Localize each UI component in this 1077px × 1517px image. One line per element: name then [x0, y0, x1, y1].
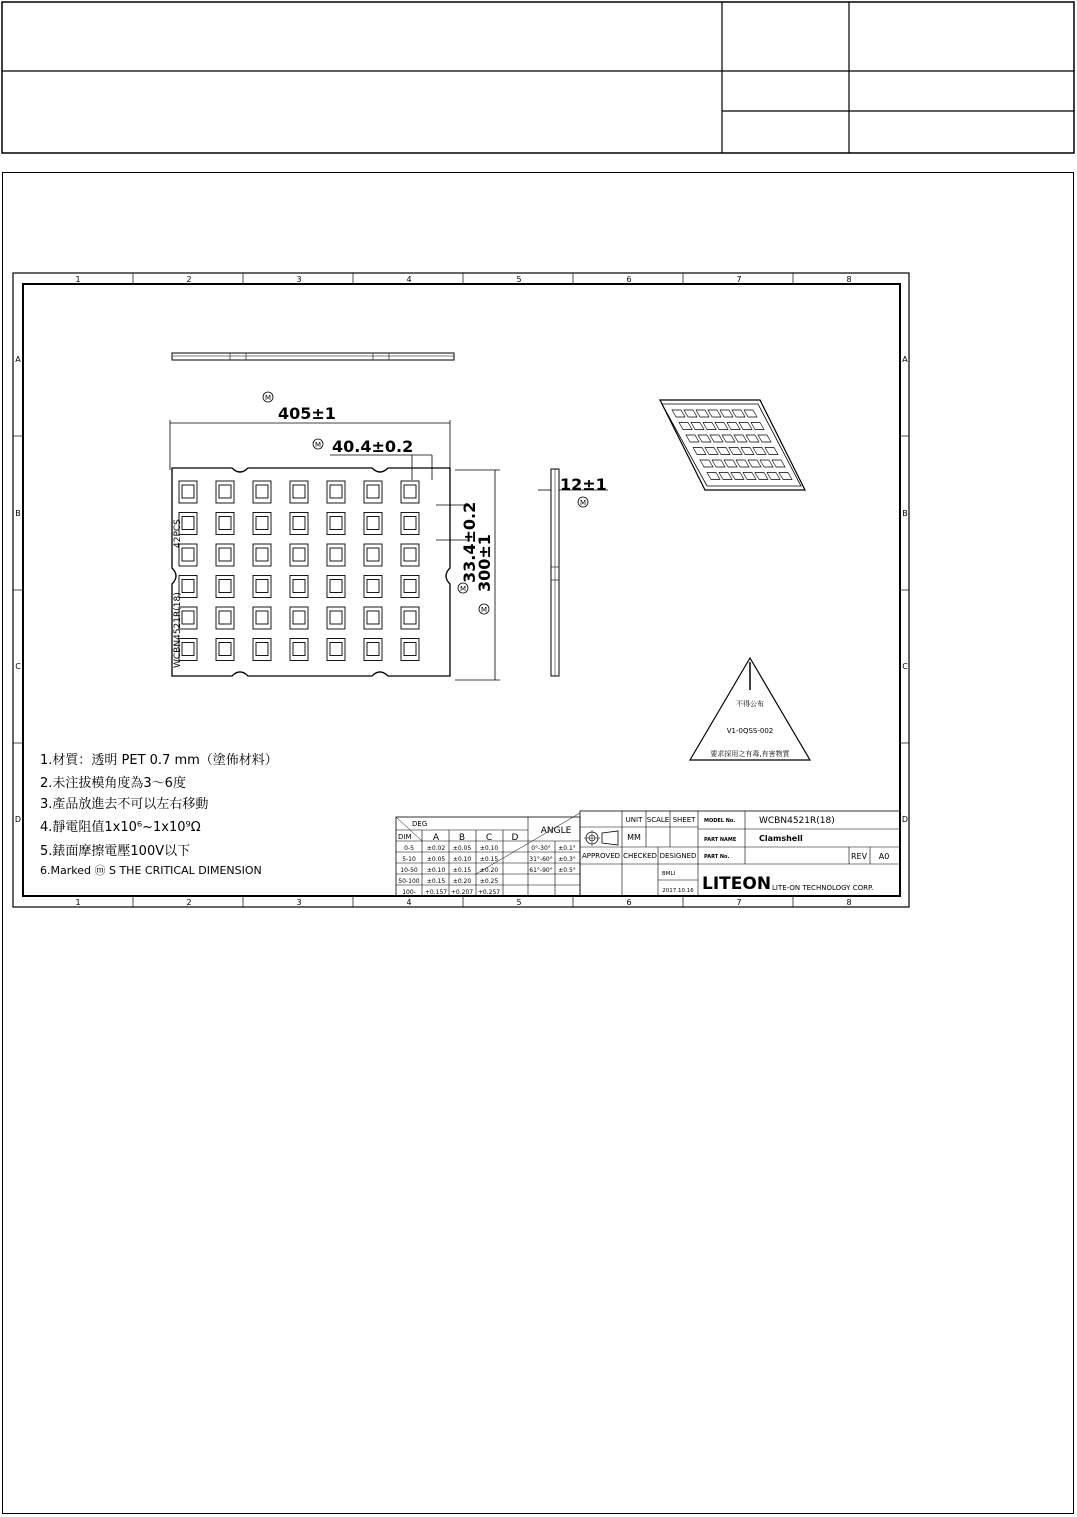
grid-col-label-bottom: 8: [846, 898, 852, 907]
iso-pocket: [743, 473, 756, 480]
tray-pocket: [253, 544, 271, 566]
tolerance-cell-atol: ±0.1°: [558, 845, 576, 852]
iso-pocket: [753, 448, 766, 455]
tolerance-header-c: C: [485, 833, 493, 843]
dimension-width: 405±1: [278, 404, 336, 423]
tolerance-header-d: D: [511, 833, 519, 843]
tray-plan-view: [172, 468, 450, 676]
tray-pocket: [327, 607, 345, 629]
tolerance-cell-range: 10-50: [400, 867, 418, 874]
dimension-height: 300±1: [475, 534, 494, 592]
tray-pocket: [216, 576, 234, 598]
design-date: 2017.10.16: [662, 888, 694, 894]
iso-pocket: [720, 410, 733, 417]
tolerance-cell-atol: ±0.5°: [558, 867, 576, 874]
tray-pocket: [327, 576, 345, 598]
tolerance-cell-b: ±0.15: [452, 867, 472, 874]
title-block: [580, 811, 900, 896]
tray-pocket: [290, 607, 308, 629]
tolerance-corner-bottom: DIM: [398, 833, 412, 841]
note-1: 1.材質：透明 PET 0.7 mm（塗佈材料）: [40, 753, 278, 768]
tolerance-cell-range: 5-10: [402, 856, 416, 863]
tray-pocket: [216, 481, 234, 503]
iso-pocket: [744, 410, 757, 417]
tray-pocket: [216, 607, 234, 629]
critical-mark-height: [479, 604, 489, 614]
iso-pocket: [715, 423, 728, 430]
rev-label: REV: [850, 852, 868, 861]
iso-pocket: [679, 423, 692, 430]
tray-pocket: [364, 639, 382, 661]
grid-col-label-top: 7: [736, 275, 742, 284]
dimension-thickness: 12±1: [560, 475, 607, 494]
iso-pocket: [700, 460, 713, 467]
note-2: 2.未注拔模角度為3～6度: [40, 776, 186, 791]
tray-model-marking: WCBN4521R(18): [173, 592, 183, 668]
grid-col-label-top: 5: [516, 275, 522, 284]
grid-row-label-left: D: [14, 815, 22, 824]
company-name: LITE-ON TECHNOLOGY CORP.: [772, 884, 874, 892]
svg-text:M: M: [264, 394, 272, 402]
note-5: 5.錶面摩擦電壓100V以下: [40, 844, 191, 859]
tray-pocket: [327, 544, 345, 566]
grid-col-label-top: 4: [406, 275, 412, 284]
iso-pocket: [772, 460, 785, 467]
tray-pocket: [401, 513, 419, 535]
critical-mark-thickness: [578, 497, 588, 507]
unit-value: MM: [627, 833, 641, 842]
tolerance-cell-c: ±0.15: [479, 856, 499, 863]
note-6: 6.Marked ⓜ S THE CRITICAL DIMENSION: [40, 864, 262, 877]
iso-pocket: [686, 435, 699, 442]
grid-row-label-left: C: [15, 662, 21, 671]
svg-text:V1-0QSS-002: V1-0QSS-002: [726, 727, 774, 735]
tolerance-cell-range: 50-100: [398, 878, 420, 885]
iso-pocket: [751, 423, 764, 430]
grid-col-label-bottom: 3: [296, 898, 302, 907]
tolerance-cell-c: ±0.20: [479, 867, 499, 874]
tray-pocket: [327, 513, 345, 535]
tray-pocket: [290, 481, 308, 503]
tolerance-cell-b: +0.207: [450, 889, 474, 896]
svg-text:M: M: [459, 585, 467, 593]
iso-pocket: [710, 435, 723, 442]
part-no-label: PART No.: [704, 854, 730, 860]
tray-pocket: [401, 576, 419, 598]
grid-col-label-bottom: 6: [626, 898, 632, 907]
iso-pocket: [672, 410, 685, 417]
scale-label: SCALE: [646, 816, 670, 824]
tolerance-cell-a: ±0.10: [426, 867, 446, 874]
sheet-label: SHEET: [672, 816, 696, 824]
tolerance-cell-b: ±0.10: [452, 856, 472, 863]
tolerance-cell-b: ±0.05: [452, 845, 472, 852]
tray-pocket: [253, 513, 271, 535]
iso-pocket: [703, 423, 716, 430]
grid-col-label-bottom: 4: [406, 898, 412, 907]
tray-pocket: [290, 544, 308, 566]
designed-label: DESIGNED: [659, 852, 697, 860]
critical-mark-width: [263, 392, 273, 402]
tolerance-cell-angle: 0°-30°: [531, 845, 551, 852]
tray-pocket: [327, 639, 345, 661]
iso-pocket: [765, 448, 778, 455]
iso-pocket: [746, 435, 759, 442]
warning-triangle: [690, 658, 810, 760]
grid-col-label-bottom: 2: [186, 898, 192, 907]
tray-pocket: [364, 513, 382, 535]
model-value: WCBN4521R(18): [759, 816, 835, 826]
tolerance-cell-a: ±0.02: [426, 845, 446, 852]
iso-pocket: [708, 410, 721, 417]
critical-mark-pitch-y: [458, 583, 468, 593]
grid-row-label-left: A: [15, 355, 21, 364]
tolerance-corner-top: DEG: [412, 820, 428, 828]
svg-text:要求採用之有毒,有害物質: 要求採用之有毒,有害物質: [710, 750, 790, 758]
iso-pocket: [748, 460, 761, 467]
iso-pocket: [734, 435, 747, 442]
iso-pocket: [732, 410, 745, 417]
iso-pocket: [717, 448, 730, 455]
tray-pocket: [253, 607, 271, 629]
tray-pocket: [364, 576, 382, 598]
tray-pocket: [253, 576, 271, 598]
iso-pocket: [729, 448, 742, 455]
iso-pocket: [693, 448, 706, 455]
critical-mark-pitch-x: [313, 439, 323, 449]
tray-pocket: [290, 513, 308, 535]
grid-col-label-top: 3: [296, 275, 302, 284]
grid-row-label-right: A: [902, 355, 908, 364]
grid-col-label-top: 8: [846, 275, 852, 284]
tolerance-cell-a: +0.157: [424, 889, 448, 896]
tolerance-cell-a: ±0.15: [426, 878, 446, 885]
tolerance-cell-c: +0.257: [477, 889, 501, 896]
note-4: 4.靜電阻值1x10⁶~1x10⁹Ω: [40, 820, 201, 835]
part-name-value: Clamshell: [759, 834, 803, 843]
iso-pocket: [705, 448, 718, 455]
svg-text:M: M: [314, 441, 322, 449]
tray-pocket: [401, 639, 419, 661]
tray-pocket: [216, 639, 234, 661]
svg-text:M: M: [579, 499, 587, 507]
tolerance-cell-c: ±0.25: [479, 878, 499, 885]
tolerance-cell-range: 0-5: [404, 845, 414, 852]
iso-pocket: [707, 473, 720, 480]
tray-pocket: [364, 481, 382, 503]
dimension-pitch-y: 33.4±0.2: [460, 501, 479, 583]
checked-label: CHECKED: [623, 852, 657, 860]
tray-pocket: [290, 576, 308, 598]
iso-pocket: [731, 473, 744, 480]
grid-col-label-bottom: 7: [736, 898, 742, 907]
iso-pocket: [755, 473, 768, 480]
iso-pocket: [760, 460, 773, 467]
unit-label: UNIT: [625, 816, 643, 824]
iso-pocket: [767, 473, 780, 480]
tolerance-header-b: B: [458, 833, 466, 843]
drawing-notes: [40, 752, 278, 877]
iso-pocket: [779, 473, 792, 480]
grid-row-label-left: B: [15, 509, 21, 518]
tolerance-header-angle: ANGLE: [540, 826, 572, 836]
company-logo: LITEON: [702, 874, 772, 894]
grid-row-label-right: B: [902, 509, 908, 518]
grid-col-label-bottom: 5: [516, 898, 522, 907]
tolerance-cell-b: ±0.20: [452, 878, 472, 885]
tolerance-cell-a: ±0.05: [426, 856, 446, 863]
tray-pocket: [401, 544, 419, 566]
tray-pocket: [290, 639, 308, 661]
tolerance-table: [396, 813, 580, 896]
iso-pocket: [722, 435, 735, 442]
tray-pocket: [216, 544, 234, 566]
tray-pocket: [401, 481, 419, 503]
grid-row-label-right: D: [901, 815, 909, 824]
iso-pocket: [736, 460, 749, 467]
tray-isometric-view: [660, 400, 805, 490]
note-3: 3.產品放進去不可以左右移動: [40, 797, 209, 812]
tolerance-cell-angle: 31°-60°: [529, 856, 553, 863]
tray-pocket: [253, 481, 271, 503]
iso-pocket: [739, 423, 752, 430]
tray-count-marking: 42PCS: [173, 519, 183, 548]
grid-row-label-right: C: [902, 662, 908, 671]
tolerance-cell-angle: 61°-90°: [529, 867, 553, 874]
iso-pocket: [758, 435, 771, 442]
iso-pocket: [724, 460, 737, 467]
designer-name: BMLI: [662, 871, 676, 877]
tray-pocket: [253, 639, 271, 661]
tray-pocket: [216, 513, 234, 535]
iso-pocket: [698, 435, 711, 442]
part-name-label: PART NAME: [704, 837, 737, 843]
tray-pocket: [364, 544, 382, 566]
grid-col-label-top: 1: [75, 275, 81, 284]
tolerance-header-a: A: [432, 833, 440, 843]
iso-pocket: [719, 473, 732, 480]
tray-side-profile: [538, 469, 608, 676]
model-label: MODEL No.: [704, 818, 736, 824]
svg-text:M: M: [480, 606, 488, 614]
grid-col-label-bottom: 1: [75, 898, 81, 907]
iso-pocket: [684, 410, 697, 417]
svg-text:不得公布: 不得公布: [736, 700, 764, 708]
iso-pocket: [696, 410, 709, 417]
tray-pocket: [364, 607, 382, 629]
dimension-pitch-x: 40.4±0.2: [332, 437, 414, 456]
iso-pocket: [691, 423, 704, 430]
grid-col-label-top: 6: [626, 275, 632, 284]
tray-pocket: [401, 607, 419, 629]
approved-label: APPROVED: [581, 852, 621, 860]
tray-top-profile: [172, 353, 454, 360]
tray-pocket: [327, 481, 345, 503]
tray-pocket: [179, 481, 197, 503]
projection-symbol-icon: [584, 830, 618, 846]
iso-pocket: [712, 460, 725, 467]
iso-pocket: [741, 448, 754, 455]
grid-col-label-top: 2: [186, 275, 192, 284]
tolerance-cell-c: ±0.10: [479, 845, 499, 852]
tolerance-cell-atol: ±0.3°: [558, 856, 576, 863]
tolerance-cell-range: 100-: [402, 889, 416, 896]
iso-pocket: [727, 423, 740, 430]
rev-value: A0: [878, 852, 890, 861]
